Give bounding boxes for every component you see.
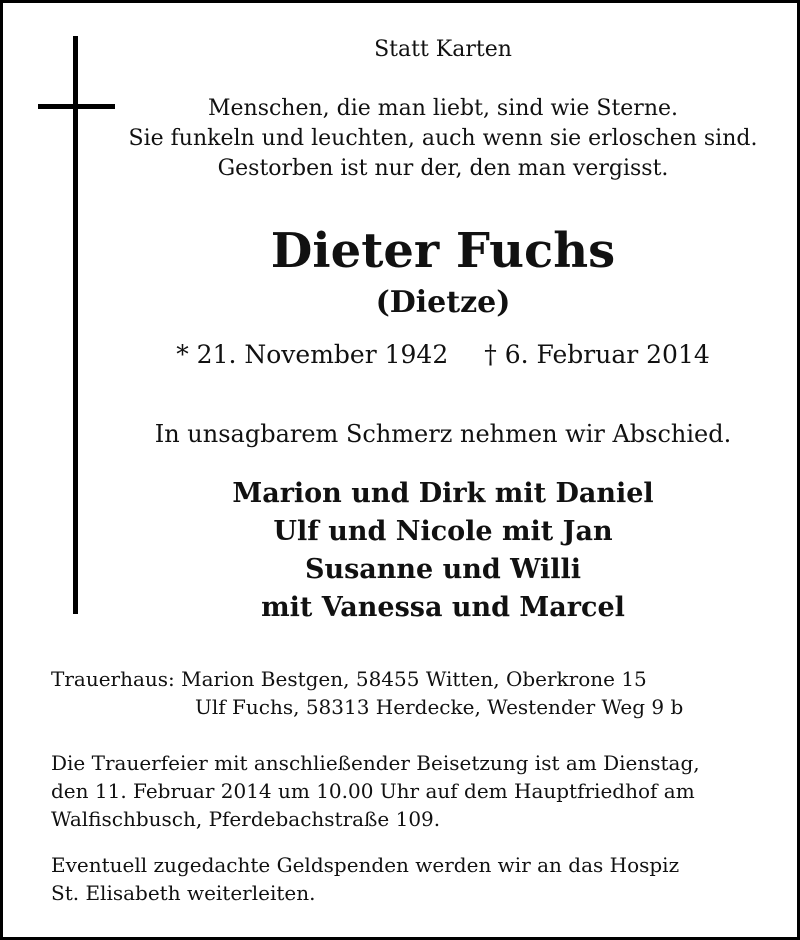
ceremony-line: den 11. Februar 2014 um 10.00 Uhr auf dem Hauptfriedhof am [51,779,695,803]
life-dates [103,337,783,373]
trauerhaus-line: Ulf Fuchs, 58313 Herdecke, Westender Weg 9 b [195,695,684,719]
ceremony-line: Walfischbusch, Pferdebachstraße 109. [51,807,441,831]
family-line: Ulf und Nicole mit Jan [273,516,613,547]
farewell-text: In unsagbarem Schmerz nehmen wir Abschied. [154,420,732,448]
intro-text: Statt Karten [374,37,512,62]
trauerhaus-line: Trauerhaus: Marion Bestgen, 58455 Witten, Oberkrone 15 [51,667,647,691]
donation-line: St. Elisabeth weiterleiten. [51,881,316,905]
donation-line: Eventuell zugedachte Geldspenden werden wir an das Hospiz [51,853,680,877]
cross-icon [73,36,78,614]
family-line: Marion und Dirk mit Daniel [232,478,654,509]
birth-date: * 21. November 1942 [176,340,449,369]
ceremony-line: Die Trauerfeier mit anschließender Beisetzung ist am Dienstag, [51,751,700,775]
poem-line: Menschen, die man liebt, sind wie Sterne. [207,96,679,121]
ceremony-info [51,749,771,833]
deceased-nickname: (Dietze) [375,285,511,320]
poem-line: Gestorben ist nur der, den man vergisst. [217,156,669,181]
trauerhaus [51,665,771,721]
death-date: † 6. Februar 2014 [484,340,710,369]
poem-line: Sie funkeln und leuchten, auch wenn sie erloschen sind. [128,126,758,151]
family-line: Susanne und Willi [304,554,582,585]
deceased-name: Dieter Fuchs [270,223,616,279]
family-line: mit Vanessa und Marcel [261,592,625,623]
family-list [103,475,783,627]
donation-info [51,851,771,907]
poem [103,94,783,184]
